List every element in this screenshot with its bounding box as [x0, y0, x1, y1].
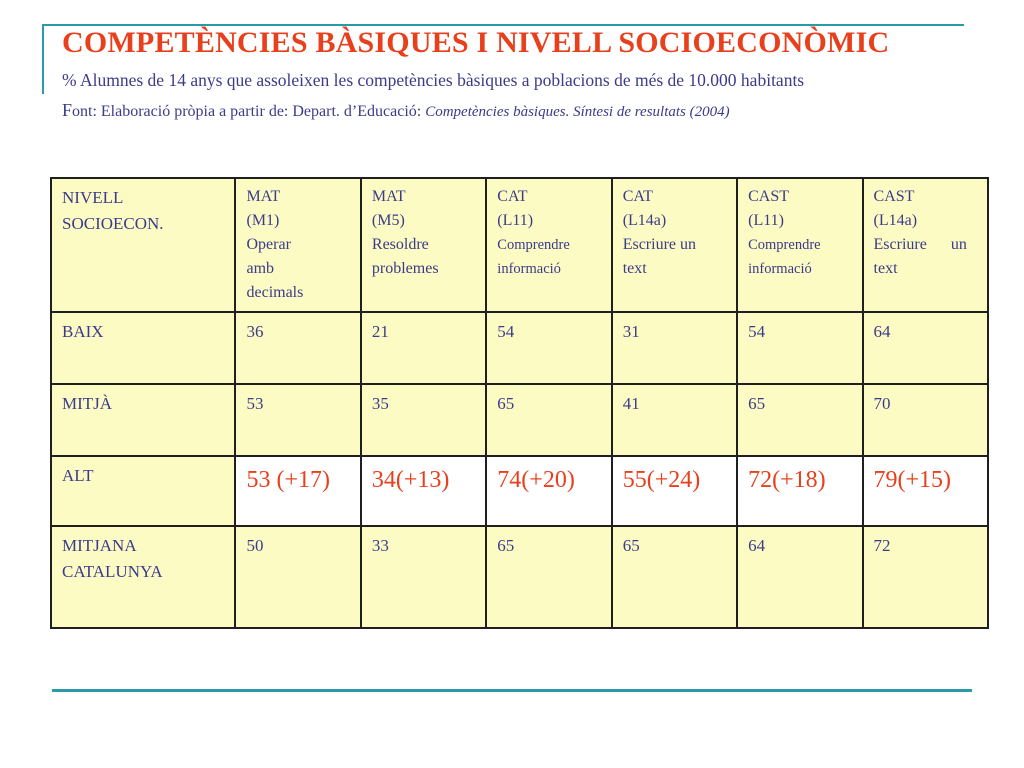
row-label: ALT: [51, 456, 235, 526]
table-cell: 41: [612, 384, 737, 456]
bottom-rule: [52, 689, 972, 692]
header-cell-mat-m5: MAT (M5) Resoldre problemes: [361, 178, 486, 312]
table-cell: 64: [863, 312, 988, 384]
row-label: BAIX: [51, 312, 235, 384]
header-cell-cat-l11: CAT (L11) Comprendre informació: [486, 178, 611, 312]
table-cell: 53 (+17): [235, 456, 360, 526]
table-cell: 64: [737, 526, 862, 628]
table-cell: 65: [612, 526, 737, 628]
header-row: [51, 178, 988, 312]
table-cell: 36: [235, 312, 360, 384]
results-table: [50, 177, 989, 629]
source-work: Competències bàsiques. Síntesi de resultats (2004): [425, 104, 730, 120]
table-cell: 54: [737, 312, 862, 384]
table-cell: 72(+18): [737, 456, 862, 526]
table-cell: 70: [863, 384, 988, 456]
table-cell: 33: [361, 526, 486, 628]
table-cell: 35: [361, 384, 486, 456]
left-rule: [42, 24, 44, 94]
header-cell-cast-l11: CAST (L11) Comprendre informació: [737, 178, 862, 312]
source-prefix: F: [62, 100, 73, 120]
header-cell-level: NIVELL SOCIOECON.: [51, 178, 235, 312]
table-row: [51, 456, 988, 526]
row-label: MITJANA CATALUNYA: [51, 526, 235, 628]
table-cell: 79(+15): [863, 456, 988, 526]
row-label: MITJÀ: [51, 384, 235, 456]
source-note: [62, 100, 730, 121]
table-cell: 34(+13): [361, 456, 486, 526]
table-row: [51, 312, 988, 384]
table-row: [51, 526, 988, 628]
table-cell: 53: [235, 384, 360, 456]
table-cell: 54: [486, 312, 611, 384]
table-cell: 65: [737, 384, 862, 456]
table-cell: 74(+20): [486, 456, 611, 526]
table-cell: 55(+24): [612, 456, 737, 526]
subtitle: % Alumnes de 14 anys que assoleixen les competències bàsiques a poblacions de més de 10.000 habitants: [62, 70, 805, 90]
table-cell: 21: [361, 312, 486, 384]
table-row: [51, 384, 988, 456]
header-cell-cast-l14a: CAST (L14a) Escriure un text: [863, 178, 988, 312]
header-cell-mat-m1: MAT (M1) Operar amb decimals: [235, 178, 360, 312]
table-cell: 72: [863, 526, 988, 628]
table-cell: 50: [235, 526, 360, 628]
table-cell: 65: [486, 526, 611, 628]
table-cell: 31: [612, 312, 737, 384]
source-text: ont: Elaboració pròpia a partir de: Depart. d’Educació:: [72, 103, 426, 120]
table-cell: 65: [486, 384, 611, 456]
page-title: COMPETÈNCIES BÀSIQUES I NIVELL SOCIOECONÒMIC: [62, 26, 890, 59]
header-cell-cat-l14a: CAT (L14a) Escriure un text: [612, 178, 737, 312]
